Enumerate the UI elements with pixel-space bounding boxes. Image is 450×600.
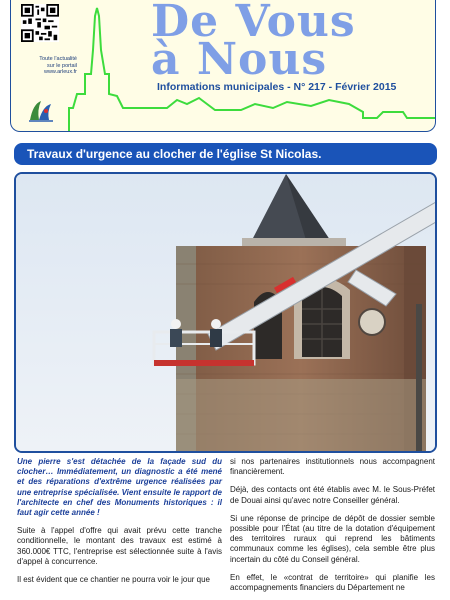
church-tower-photo [16, 174, 435, 451]
article-column-right [230, 457, 435, 593]
article-photo [14, 172, 437, 453]
article-paragraph: Il est évident que ce chantier ne pourra voir le jour que [17, 575, 211, 585]
issue-subtitle: Informations municipales - N° 217 - Février 2015 [157, 81, 397, 93]
article-paragraph: Déjà, des contacts ont été établis avec M. le Sous-Préfet de Douai ainsi qu'avec notre Conseiller général. [230, 485, 435, 505]
article-paragraph: Suite à l'appel d'offre qui avait prévu cette tranche conditionnelle, le montant des travaux est estimé à 360.000€ TTC, l'entreprise est sélectionnée suite à l'avis d'appel à concurrence. [17, 526, 222, 566]
masthead [10, 0, 436, 132]
article-paragraph: Si une réponse de principe de dépôt de dossier semble possible pour l'État (au titre de la dotation d'équipement des territoires ruraux qui reprend les bâtiments communaux comme les églises), cela semble être plus incertain du côté du Conseil général. [230, 513, 435, 564]
portal-note-line: Toute l'actualité [39, 56, 77, 62]
portal-url[interactable]: www.arleux.fr [43, 69, 77, 75]
masthead-title-line1: De Vous [151, 0, 356, 47]
article-headline-banner: Travaux d'urgence au clocher de l'église St Nicolas. [14, 143, 437, 165]
article-lead: Une pierre s'est détachée de la façade sud du clocher… Immédiatement, un diagnostic a été mené et des réparations d'extrême urgence réalisées par une entreprise spécialisée. Vient ensuite le rapport de l'architecte en chef des Monuments historiques : il faut agir cette année ! [17, 457, 222, 518]
article-paragraph: si nos partenaires institutionnels nous accompagnent financièrement. [230, 457, 435, 477]
qr-code-icon[interactable] [21, 4, 59, 42]
town-logo-icon [27, 98, 55, 124]
portal-note [17, 56, 77, 76]
article-column-left [17, 457, 222, 585]
portal-note-line: sur le portail [47, 62, 77, 69]
masthead-title-line2: à Nous [151, 34, 328, 85]
article-paragraph: En effet, le «contrat de territoire» qui planifie les accompagnements financiers du Département ne [230, 572, 435, 593]
